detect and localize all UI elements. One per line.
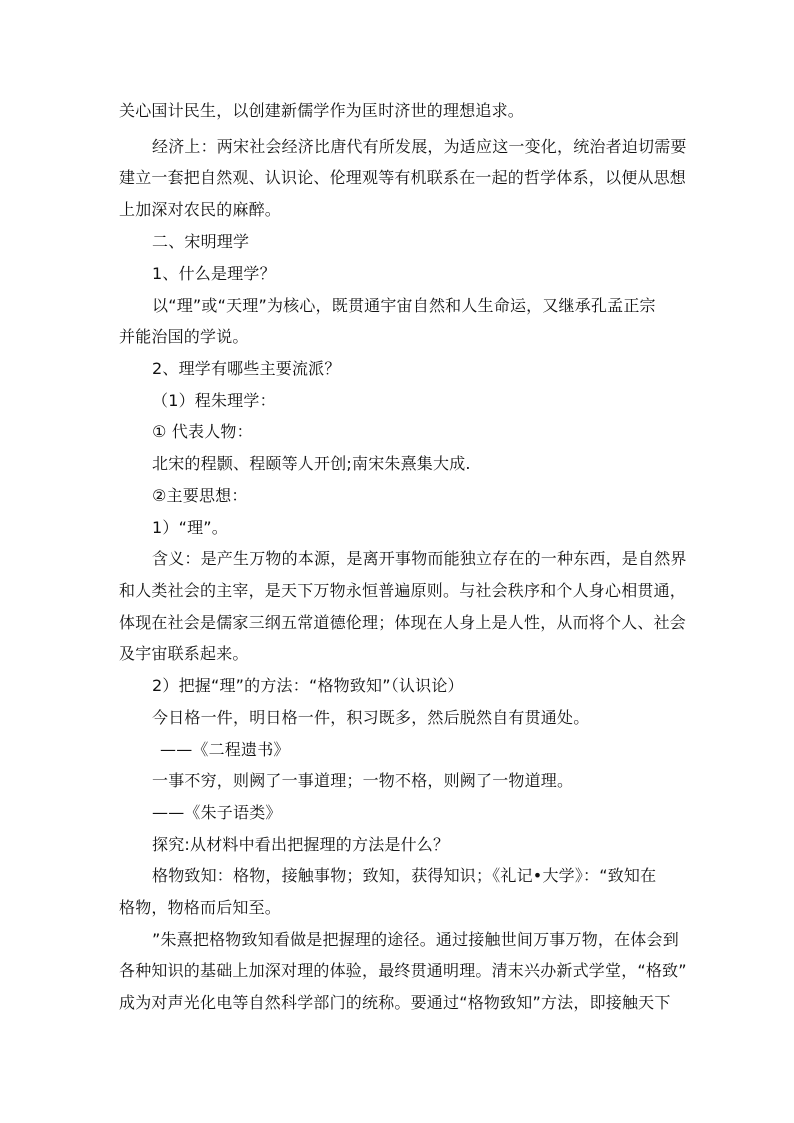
text-line: ②主要思想： — [152, 486, 248, 505]
text-line: 关心国计民生，以创建新儒学作为匡时济世的理想追求。 — [119, 101, 525, 120]
citation: ——《朱子语类》 — [152, 803, 282, 822]
text-line: 2）把握“理”的方法：“格物致知”（认识论） — [152, 676, 464, 695]
text-line: 经济上：两宋社会经济比唐代有所发展，为适应这一变化，统治者迫切需要 — [152, 137, 687, 156]
text-line: 成为对声光化电等自然科学部门的统称。要通过“格物致知”方法，即接触天下 — [119, 993, 671, 1012]
text-line: ① 代表人物： — [152, 422, 253, 441]
text-line: 一事不穷，则阙了一事道理；一物不格，则阙了一物道理。 — [152, 771, 574, 790]
text-line: 1）“理”。 — [152, 518, 228, 537]
section-heading: 二、宋明理学 — [152, 232, 250, 251]
text-line: ”朱熹把格物致知看做是把握理的途径。通过接触世间万事万物，在体会到 — [152, 930, 679, 949]
text-line: 体现在社会是儒家三纲五常道德伦理；体现在人身上是人性，从而将个人、社会 — [119, 613, 687, 632]
text-line: 含义：是产生万物的本源，是离开事物而能独立存在的一种东西，是自然界 — [152, 549, 687, 568]
text-line: 2、理学有哪些主要流派？ — [152, 359, 341, 378]
citation: ——《二程遗书》 — [160, 740, 290, 759]
text-line: 北宋的程颢、程颐等人开创;南宋朱熹集大成. — [152, 454, 471, 473]
text-line: 1、什么是理学？ — [152, 264, 276, 283]
text-line: 今日格一件，明日格一件，积习既多，然后脱然自有贯通处。 — [152, 708, 590, 727]
text-line: 探究:从材料中看出把握理的方法是什么？ — [152, 835, 450, 854]
text-line: 建立一套把自然观、认识论、伦理观等有机联系在一起的哲学体系，以便从思想 — [119, 168, 687, 187]
text-line: 格物，物格而后知至。 — [119, 898, 282, 917]
text-line: 格物致知：格物，接触事物；致知，获得知识；《礼记•大学》：“致知在 — [152, 866, 657, 885]
text-line: （1）程朱理学： — [152, 391, 276, 410]
text-line: 上加深对农民的麻醉。 — [119, 200, 282, 219]
text-line: 以“理”或“天理”为核心，既贯通宇宙自然和人生命运，又继承孔孟正宗 — [152, 296, 656, 315]
text-line: 及宇宙联系起来。 — [119, 644, 249, 663]
text-line: 并能治国的学说。 — [119, 327, 249, 346]
text-line: 各种知识的基础上加深对理的体验，最终贯通明理。清末兴办新式学堂，“格致” — [119, 961, 687, 980]
text-line: 和人类社会的主宰，是天下万物永恒普遍原则。与社会秩序和个人身心相贯通， — [119, 581, 687, 600]
